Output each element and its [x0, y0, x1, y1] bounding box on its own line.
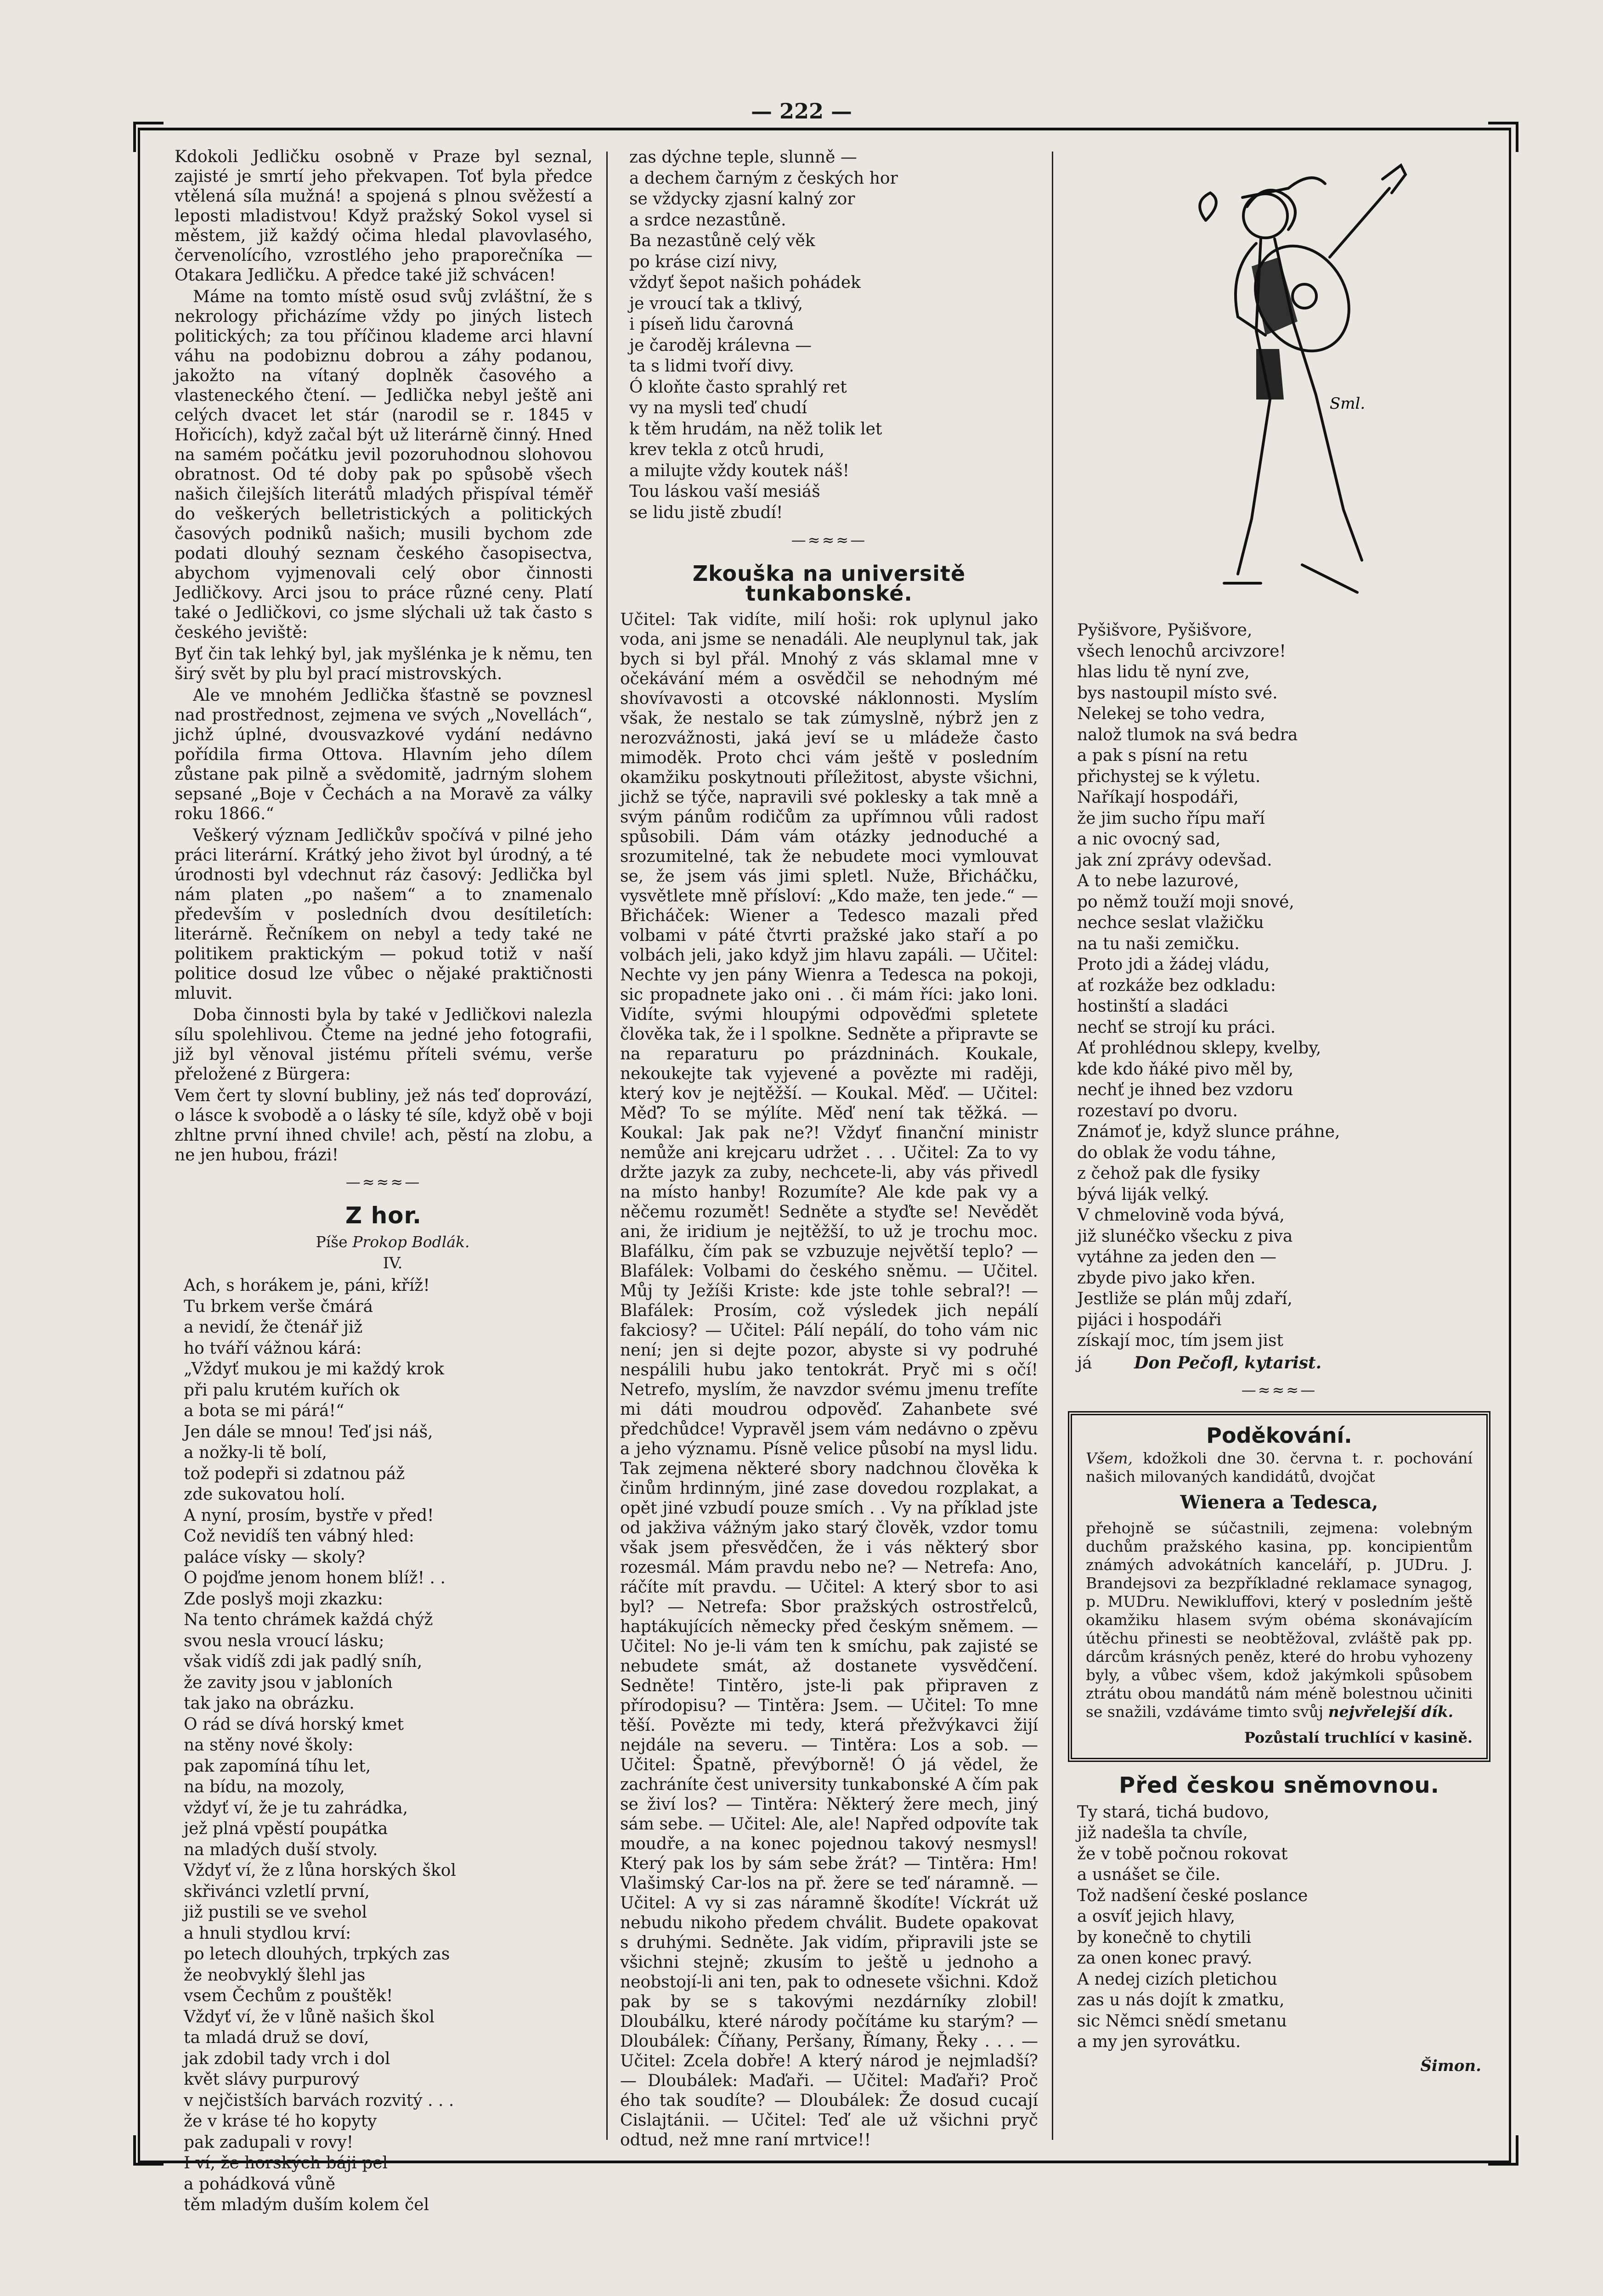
thanks-intro: Všem, kdožkoli dne 30. června t. r. pochování našich milovaných kandidátů, dvojčat	[1086, 1449, 1473, 1486]
frame-right-rule	[1509, 128, 1511, 2163]
burger-quote: Vem čert ty slovní bubliny, jež nás teď doprovází, o lásce k svobodě a o lásky té síle, když obě v boji zhltne první ihned chvile! ach, pěstí na zlobu, a ne jen hubou, frázi!	[175, 1086, 593, 1165]
frame-corner-ornament	[133, 2135, 164, 2166]
quote-line: Byť čin tak lehký byl, jak myšlénka je k němu, ten širý svět by plu byl prací mistrovských.	[175, 645, 593, 683]
frame-left-rule	[138, 128, 140, 2163]
column-divider	[606, 152, 608, 2140]
poem-section-number: IV.	[383, 1254, 403, 1272]
poem-byline: Píše Prokop Bodlák.	[316, 1233, 470, 1251]
jedlicka-paragraph: Veškerý význam Jedličkův spočívá v pilné jeho práci literární. Krátký jeho život byl úrodný, a té úrodnosti byl vdechnut ráz časový: Jedlička byl nám platen „po našem“ a to znamenalo především v posledních dvou desítiletích: literárně. Řečníkem on nebyl a tedy také ne politikem praktickým — pokud totiž v naší politice dosud lze vůbec o nějaké praktičnosti mluvit.	[175, 826, 593, 1003]
jedlicka-paragraph: Ale ve mnohém Jedlička šťastně se povznesl nad prostřednost, zejmena ve svých „Novellách“, jichž úplné, dvousvazkové vydání nedávno pořídila firma Ottova. Hlavním jeho dílem zůstane pak pilně a svědomitě, jadrným slohem sepsané „Boje v Čechách a na Moravě za války roku 1866.“	[175, 686, 593, 823]
article-title: Zkouška na universitě tunkabonské.	[692, 561, 966, 606]
column-right	[1068, 147, 1490, 2149]
poem-title: Z hor.	[345, 1202, 422, 1229]
section-divider: —≈≈≈—	[1241, 1381, 1317, 1399]
frame-corner-ornament	[133, 122, 164, 152]
thanks-name: Wienera a Tedesca,	[1180, 1491, 1378, 1513]
poem-title: Před českou sněmovnou.	[1119, 1772, 1439, 1798]
thanks-title: Poděkování.	[1206, 1423, 1352, 1448]
frame-top-rule	[138, 128, 1511, 130]
page-number: — 222 —	[751, 99, 852, 124]
thanks-notice-box	[1068, 1411, 1490, 1762]
frame-corner-ornament	[1488, 2135, 1518, 2166]
poem-signature: Šimon.	[1420, 2056, 1481, 2075]
section-divider: —≈≈≈—	[345, 1173, 422, 1191]
column-divider	[1052, 152, 1053, 2140]
article-body: Učitel: Tak vidíte, milí hoši: rok uplynul jako voda, ani jsme se nenadáli. Ale neuplynul tak, jak bych si byl přál. Mnohý z vás sklamal mne v očekávání mém a osvědčil se nehodným mé shovívavosti a otcovské náklonnosti. Myslím však, že nestalo se tak zúmyslně, nýbrž jen z nerozvážnosti, jaká jeví se u mládeže často mimoděk. Proto chci vám ještě v posledním okamžiku poskytnouti příležitost, abyste všichni, jichž se týče, napravili své poklesky a tak mně a svým pánům rodičům za upřímnou vůli radost spůsobili. Dám vám otázky jednoduché a srozumitelné, tak že nebudete moci vymlouvat se, že jsem vás jimi spletl. Nuže, Břicháčku, vysvětlete mně přísloví: „Kdo maže, ten jede.“ — Břicháček: Wiener a Tedesco mazali před volbami v páté čtvrti pražské jako staří a po volbách jeli, jako když jim hlavu zapáli. — Učitel: Nechte vy jen pány Wienra a Tedesca na pokoji, sic propadnete jako oni . . či mám říci: jako loni. Vidíte, svými hloupými odpověďmi spletete člověka tak, že i l spolkne. Sedněte a připravte se na reparaturu po prázdninách. Koukale, nekoukejte tak vyjevené a povězte mi raději, který kov je nejtěžší. — Koukal. Měď. — Učitel: Měď? To se mýlíte. Měď není tak těžká. — Koukal: Jak pak ne?! Vždyť finanční ministr nemůže ani krejcaru udržet . . . Učitel: Za to vy držte jazyk za zuby, nechcete-li, aby vás přivedl na místo hanby! Rozumíte? Ale kde pak vy a něčemu rozumět! Sedněte a styďte se! Nevědět ani, že iridium je nejtěžší, to už je trochu moc. Blafálku, čím pak se vzbuzuje největší teplo? — Blafálek: Volbami do českého sněmu. — Učitel. Můj ty Ježíši Kriste: kde jste tohle sebral?! — Blafálek: Prosím, což výsledek jich nepálí fakciosy? — Učitel: Pálí nepálí, do toho vám nic není; jen si dejte pozor, abyste si vy podruhé nespálili hubu jako tentokrát. Pryč mi s očí! Netrefo, myslím, že navzdor svému jmenu trefíte mi dáti moudrou odpověď. Zahanbete své předchůdce! Vypravěl jsem vám nedávno o zpěvu a jeho významu. Písně velice působí na mysl lidu. Tak zejmena některé sbory nadchnou člověka k činům hrdinným, jiné zase dovedou rozplakat, a opět jiné vzbudí pouze smích . . Vy na příklad jste od jakživa vážným jako starý člověk, vzdor tomu však jsem přesvědčen, že i vás některý sbor rozesmál. Mám pravdu nebo ne? — Netrefa: Ano, ráčíte mít pravdu. — Učitel: A který sbor to asi byl? — Netrefa: Sbor pražských ostrostřelců, haptákujících německy před českým sněmem. — Učitel: No je-li vám ten k smíchu, pak zajisté se nebudete smát, až dostanete vysvědčení. Sedněte! Tintěro, jste-li pak připraven z přírodopisu? — Tintěra: Jsem. — Učitel: To mne těší. Povězte mi tedy, která přežvýkavci žijí nejdále na severu. — Tintěra: Los a sob. — Učitel: Špatně, převýborně! Ó já vědel, že zachráníte čest university tunkabonské A čím pak se živí los? — Tintěra: Některý žere mech, jiný sám sebe. — Učitel: Ale, ale! Napřed odpovíte tak moudře, a na konec pojednou takový nesmysl! Který pak los by sám sebe žrát? — Tintěra: Hm! Vlašimský Car-los na př. žere se teď náramně. — Učitel: A vy si zas náramně škodíte! Víckrát už nebudu nikoho předem chválit. Budete opakovat s druhými. Sedněte. Jak vidím, připravili jste se všichni stejně; zkusím to ještě u jednoho a neobstojí-li ani ten, pak to odnesete všichni. Kdož pak by se s takovými nezdárníky zlobil! Dloubálku, které národy počítáme ku starým? — Dloubálek: Číňany, Peršany, Římany, Řeky . . . — Učitel: Zcela dobře! A který národ je nejmladší? — Dloubálek: Maďaři. — Učitel: Maďaři? Proč ého tak soudíte? — Dloubálek: Že dosud cucají Cislajtánii. — Učitel: Teď ale už všichni pryč odtud, než mne raní mrtvice!!	[620, 610, 1039, 2150]
jedlicka-paragraph: Kdokoli Jedličku osobně v Praze byl seznal, zajisté je smrtí jeho překvapen. Toť byla předce vtělená síla mužná! a spojená s plnou svěžestí a leposti mladistvou! Když pražský Sokol vysel si městem, již každý očima hledal plavovlasého, červenolícího, vzrostlého jeho praporečníka — Otakara Jedličku. A předce také již schvácen!	[175, 147, 593, 285]
illustration-caption: Sml.	[1330, 394, 1366, 413]
jedlicka-paragraph: Máme na tomto místě osud svůj zvláštní, že s nekrology přicházíme vždy po jiných listech politických; za tou příčinou klademe arci hlavní váhu na podobiznu dobrou a záhy podanou, jakožto na vítaný doplněk časového a vlasteneckého čtení. — Jedlička nebyl ještě ani celých dvacet let stár (narodil se r. 1845 v Hořicích), když začal být už literárně činný. Hned na samém počátku jevil pozoruhodnou slohovou obratnost. Od té doby pak po spůsobě všech našich čilejších literátů mladých přispíval téměř do veškerých belletristických a politických časových podniků našich; musili bychom zde podati dlouhý seznam českého časopisectva, abychom vyjmenovali celý obor činnosti Jedličkovy. Arci jsou to práce různé ceny. Platí také o Jedličkovi, co jsme slýchali už tak často s českého jeviště:	[175, 287, 593, 642]
guitarist-illustration	[1151, 152, 1408, 611]
column-left	[175, 147, 593, 2214]
thanks-body: přehojně se súčastnili, zejmena: volebným duchům pražského kasina, pp. koncipientům známých advokátních kanceláří, p. JUDru. J. Brandejsovi za bezpříkladné reklamace synagog, p. MUDru. Newikluffovi, který v posledním ještě okamžiku hlasem svým obéma skonávajícím útěchu přinesti se neobtěžoval, zvláště pak pp. dárcům krásných peněz, které do hrobu vyhozeny byly, a vůbec všem, kdož jakýmkoli spůsobem ztrátu obou mandátů nám méně bolestnou učiniti se snažili, vzdáváme timto svůj nejvřelejší dík.	[1086, 1519, 1473, 1721]
column-middle	[620, 147, 1038, 2149]
poem-pred-ceskou-snemovnou: Ty stará, tichá budovo, již nadešla ta chvíle, že v tobě počnou rokovat a usnášet se čile. Tož nadšení české poslance a osvíť jejich hlavy, by konečně to chytili za onen konec pravý. A nedej cizích pletichou zas u nás dojít k zmatku, sic Němci snědí smetanu a my jen syrovátku.	[1077, 1802, 1308, 2051]
poem-z-hor-continued: zas dýchne teple, slunně — a dechem čarným z českých hor se vždycky zjasní kalný zor a srdce nezastůně. Ba nezastůně celý věk po kráse cizí nivy, vždyť šepot našich pohádek je vroucí tak a tklivý, i píseň lidu čarovná je čaroděj králevna — ta s lidmi tvoří divy. Ó kloňte často sprahlý ret vy na mysli teď chudí k těm hrudám, na něž tolik let krev tekla z otců hrudi, a milujte vždy koutek náš! Tou láskou vaší mesiáš se lidu jistě zbudí!	[629, 148, 898, 522]
poem-signature: já Don Pečofl, kytarist.	[1077, 1353, 1322, 1373]
jedlicka-paragraph: Doba činnosti byla by také v Jedličkovi nalezla sílu spolehlivou. Čteme na jedné jeho fotografii, již byl věnoval jistému příteli svému, verše přeložené z Bürgera:	[175, 1006, 593, 1084]
thanks-signature: Pozůstalí truchlící v kasině.	[1244, 1728, 1473, 1746]
section-divider: —≈≈≈—	[791, 531, 867, 549]
frame-corner-ornament	[1488, 122, 1518, 152]
poem-z-hor: Ach, s horákem je, páni, kříž! Tu brkem verše čmárá a nevidí, že čtenář již ho tváří vážnou kárá: „Vždyť mukou je mi každý krok při palu krutém kuřích ok a bota se mi párá!“ Jen dále se mnou! Teď jsi náš, a nožky-li tě bolí, tož podepři si zdatnou páž zde sukovatou holí. A nyní, prosím, bystře v před! Což nevidíš ten vábný hled: paláce vísky — skoly? O pojďme jenom honem blíž! . . Zde poslyš moji zkazku: Na tento chrámek každá chýž svou nesla vroucí lásku; však vidíš zdi jak padlý sníh, že zavity jsou v jabloních tak jako na obrázku. O rád se dívá horský kmet na stěny nové školy: pak zapomíná tíhu let, na bídu, na mozoly, vždyť ví, že je tu zahrádka, jež plná vpěstí poupátka na mladých duší stvoly. Vždyť ví, že z lůna horských škol skřivánci vzletlí první, již pustili se ve svehol a hnuli stydlou krví: po letech dlouhých, trpkých zas že neobvyklý šlehl jas vsem Čechům z pouštěk! Vždyť ví, že v lůně našich škol ta mladá druž se doví, jak zdobil tady vrch i dol květ slávy purpurový v nejčistších barvách rozvitý . . . že v kráse té ho kopyty pak zadupali v rovy! I ví, že horských báji pel a pohádková vůně těm mladým duším kolem čel	[184, 1276, 456, 2214]
poem-pysisvore: Pyšišvore, Pyšišvore, všech lenochů arcivzore! hlas lidu tě nyní zve, bys nastoupil místo své. Nelekej se toho vedra, nalož tlumok na svá bedra a pak s písní na retu přichystej se k výletu. Naříkají hospodáři, že jim sucho řípu maří a nic ovocný sad, jak zní zprávy odevšad. A to nebe lazurové, po němž touží moji snové, nechce seslat vlažičku na tu naši zemičku. Proto jdi a žádej vládu, ať rozkáže bez odkladu: hostinští a sladáci nechť se strojí ku práci. Ať prohlédnou sklepy, kvelby, kde kdo ňáké pivo měl by, nechť je ihned bez vzdoru rozestaví po dvoru. Známoť je, když slunce práhne, do oblak že vodu táhne, z čehož pak dle fysiky bývá liják velký. V chmelovině voda bývá, již slunéčko všecku z piva vytáhne za jeden den — zbyde pivo jako křen. Jestliže se plán můj zdaří, pijáci i hospodáři získají moc, tím jsem jist	[1077, 621, 1340, 1350]
